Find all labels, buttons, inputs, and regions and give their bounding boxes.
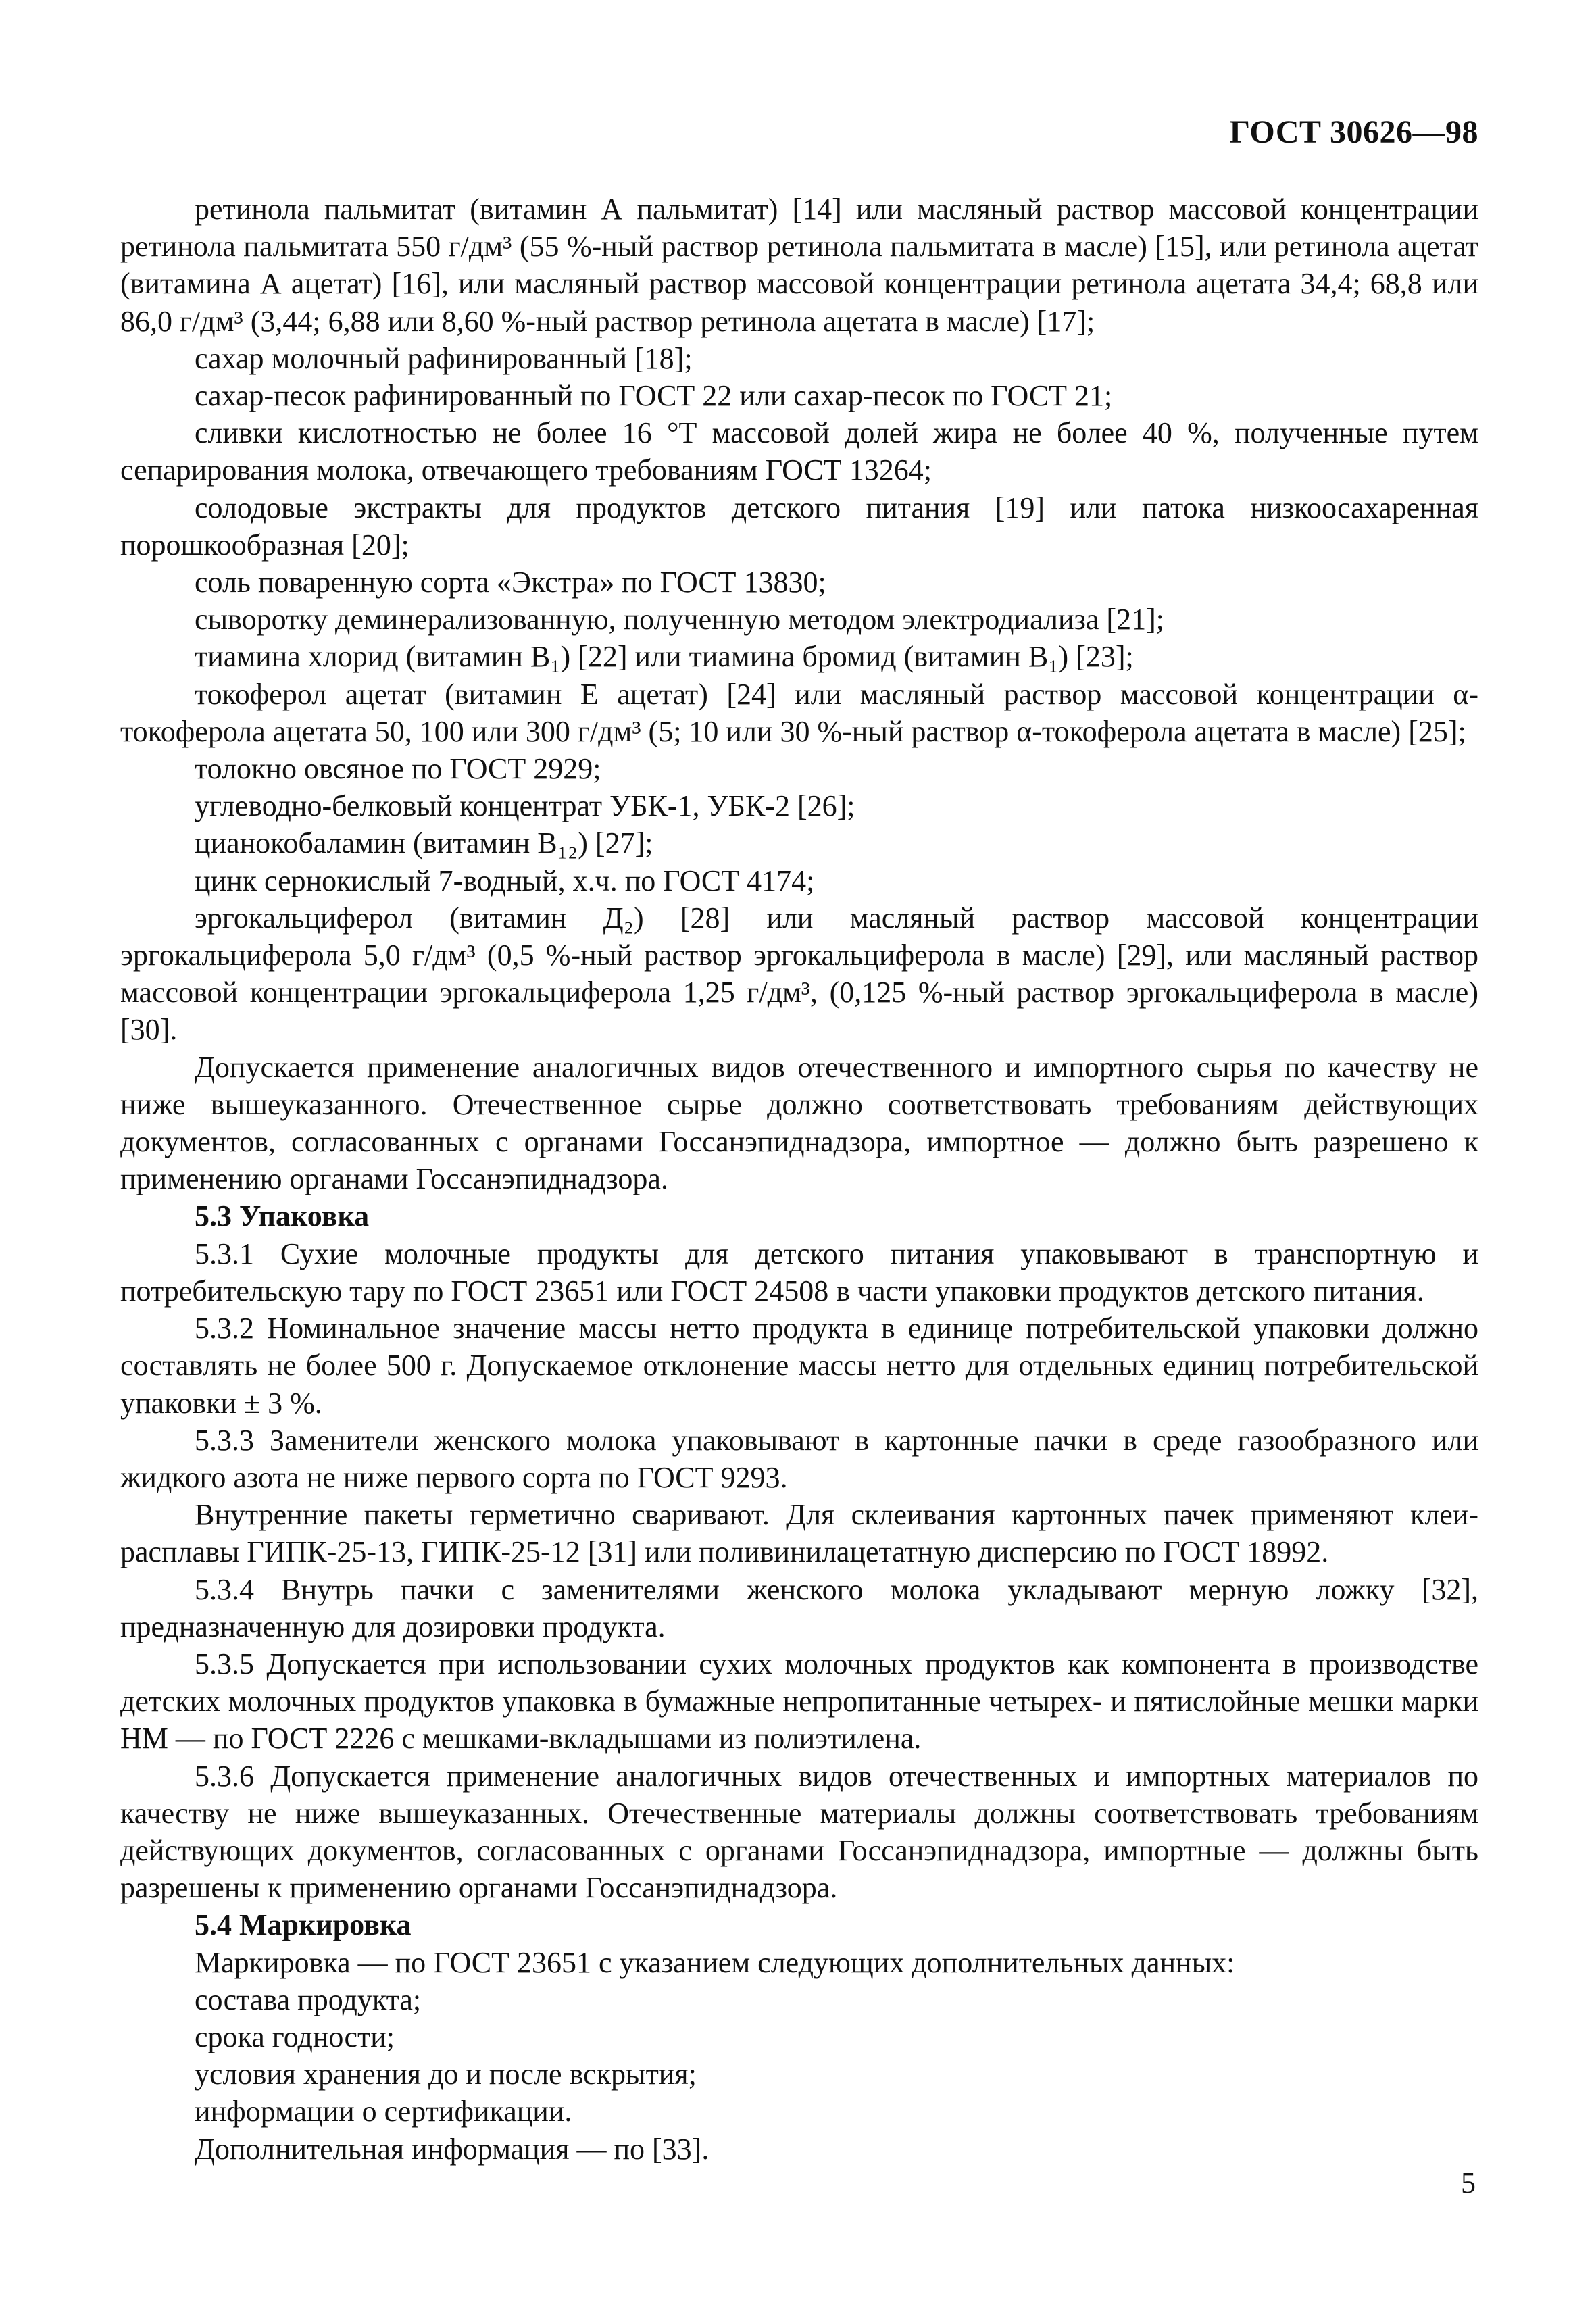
paragraph-5-3-6: 5.3.6 Допускается применение аналогичных видов отечественных и импортных материалов по качеству не ниже вышеуказанных. Отечественные материалы должны соответствовать требованиям действующих документов, согласованных с органами Госсанэпиднадзора, импортные — должны быть разрешены к применению органами Госсанэпиднадзора. xyxy=(120,1759,1478,1905)
paragraph-ergocalciferol: эргокальциферол (витамин Д₂) [28] или масляный раствор массовой концентрации эргокальциферола 5,0 г/дм³ (0,5 %-ный раствор эргокальциферола в масле) [29], или масляный раствор массовой концентрации эргокальциферола 1,25 г/дм³, (0,125 %-ный раствор эргокальциферола в масле) [30]. xyxy=(120,901,1478,1047)
list-item-additional-info: Дополнительная информация — по [33]. xyxy=(195,2132,709,2166)
list-item-composition: состава продукта; xyxy=(195,1983,422,2016)
paragraph-malt-extracts: солодовые экстракты для продуктов детского питания [19] или патока низкоосахаренная порошкообразная [20]; xyxy=(120,491,1478,562)
section-heading-packaging: 5.3 Упаковка xyxy=(195,1199,370,1233)
paragraph-5-3-4: 5.3.4 Внутрь пачки с заменителями женского молока укладывают мерную ложку [32], предназначенную для дозировки продукта. xyxy=(120,1572,1478,1643)
list-item-storage-conditions: условия хранения до и после вскрытия; xyxy=(195,2058,697,2091)
paragraph-marking: Маркировка — по ГОСТ 23651 с указанием следующих дополнительных данных: xyxy=(195,1945,1235,1979)
document-body xyxy=(120,191,1478,2168)
list-item-oat-flour: толокно овсяное по ГОСТ 2929; xyxy=(195,752,601,786)
list-item-protein-concentrate: углеводно-белковый концентрат УБК-1, УБК-2 [26]; xyxy=(195,789,855,823)
section-heading-marking: 5.4 Маркировка xyxy=(195,1908,412,1942)
paragraph-retinol: ретинола пальмитат (витамин А пальмитат) [14] или масляный раствор массовой концентрации ретинола пальмитата 550 г/дм³ (55 %-ный раствор ретинола пальмитата в масле) [15], или ретинола ацетат (витамина А ацетат) [16], или масляный раствор массовой концентрации ретинола ацетата 34,4; 68,8 или 86,0 г/дм³ (3,44; 6,88 или 8,60 %-ный раствор ретинола ацетата в масле) [17]; xyxy=(120,193,1478,338)
paragraph-cream: сливки кислотностью не более 16 °Т массовой долей жира не более 40 %, полученные путем сепарирования молока, отвечающего требованиям ГОСТ 13264; xyxy=(120,416,1478,487)
list-item-zinc: цинк сернокислый 7-водный, х.ч. по ГОСТ 4174; xyxy=(195,864,815,897)
paragraph-5-3-1: 5.3.1 Сухие молочные продукты для детского питания упаковывают в транспортную и потребительскую тару по ГОСТ 23651 или ГОСТ 24508 в части упаковки продуктов детского питания. xyxy=(120,1237,1478,1308)
paragraph-tocopherol: токоферол ацетат (витамин Е ацетат) [24] или масляный раствор массовой концентрации α-токоферола ацетата 50, 100 или 300 г/дм³ (5; 10 или 30 %-ный раствор α-токоферола ацетата в масле) [25]; xyxy=(120,677,1478,748)
list-item-milk-sugar: сахар молочный рафинированный [18]; xyxy=(195,341,693,375)
list-item-whey: сыворотку деминерализованную, полученную методом электродиализа [21]; xyxy=(195,603,1164,637)
paragraph-5-3-3: 5.3.3 Заменители женского молока упаковывают в картонные пачки в среде газообразного или жидкого азота не ниже первого сорта по ГОСТ 9293. xyxy=(120,1423,1478,1494)
list-item-thiamine: тиамина хлорид (витамин B₁) [22] или тиамина бромид (витамин B₁) [23]; xyxy=(195,640,1134,674)
page-number: 5 xyxy=(1461,2166,1476,2199)
document-header: ГОСТ 30626—98 xyxy=(1229,114,1478,150)
list-item-cyanocobalamin: цианокобаламин (витамин B₁₂) [27]; xyxy=(195,826,653,860)
list-item-shelf-life: срока годности; xyxy=(195,2020,395,2053)
paragraph-5-3-5: 5.3.5 Допускается при использовании сухих молочных продуктов как компонента в производстве детских молочных продуктов упаковка в бумажные непропитанные четырех- и пятислойные мешки марки НМ — по ГОСТ 2226 с мешками-вкладышами из полиэтилена. xyxy=(120,1647,1478,1756)
paragraph-5-3-2: 5.3.2 Номинальное значение массы нетто продукта в единице потребительской упаковки должно составлять не более 500 г. Допускаемое отклонение массы нетто для отдельных единиц потребительской упаковки ± 3 %. xyxy=(120,1312,1478,1420)
list-item-salt: соль поваренную сорта «Экстра» по ГОСТ 13830; xyxy=(195,566,826,599)
list-item-sugar: сахар-песок рафинированный по ГОСТ 22 или сахар-песок по ГОСТ 21; xyxy=(195,379,1113,413)
list-item-certification: информации о сертификации. xyxy=(195,2095,572,2129)
paragraph-analog-raw-materials: Допускается применение аналогичных видов отечественного и импортного сырья по качеству не ниже вышеуказанного. Отечественное сырье должно соответствовать требованиям действующих документов, согласованных с органами Госсанэпиднадзора, импортное — должно быть разрешено к применению органами Госсанэпиднадзора. xyxy=(120,1050,1478,1196)
paragraph-inner-bags: Внутренние пакеты герметично сваривают. Для склеивания картонных пачек применяют клеи-расплавы ГИПК-25-13, ГИПК-25-12 [31] или поливинилацетатную дисперсию по ГОСТ 18992. xyxy=(120,1498,1478,1569)
